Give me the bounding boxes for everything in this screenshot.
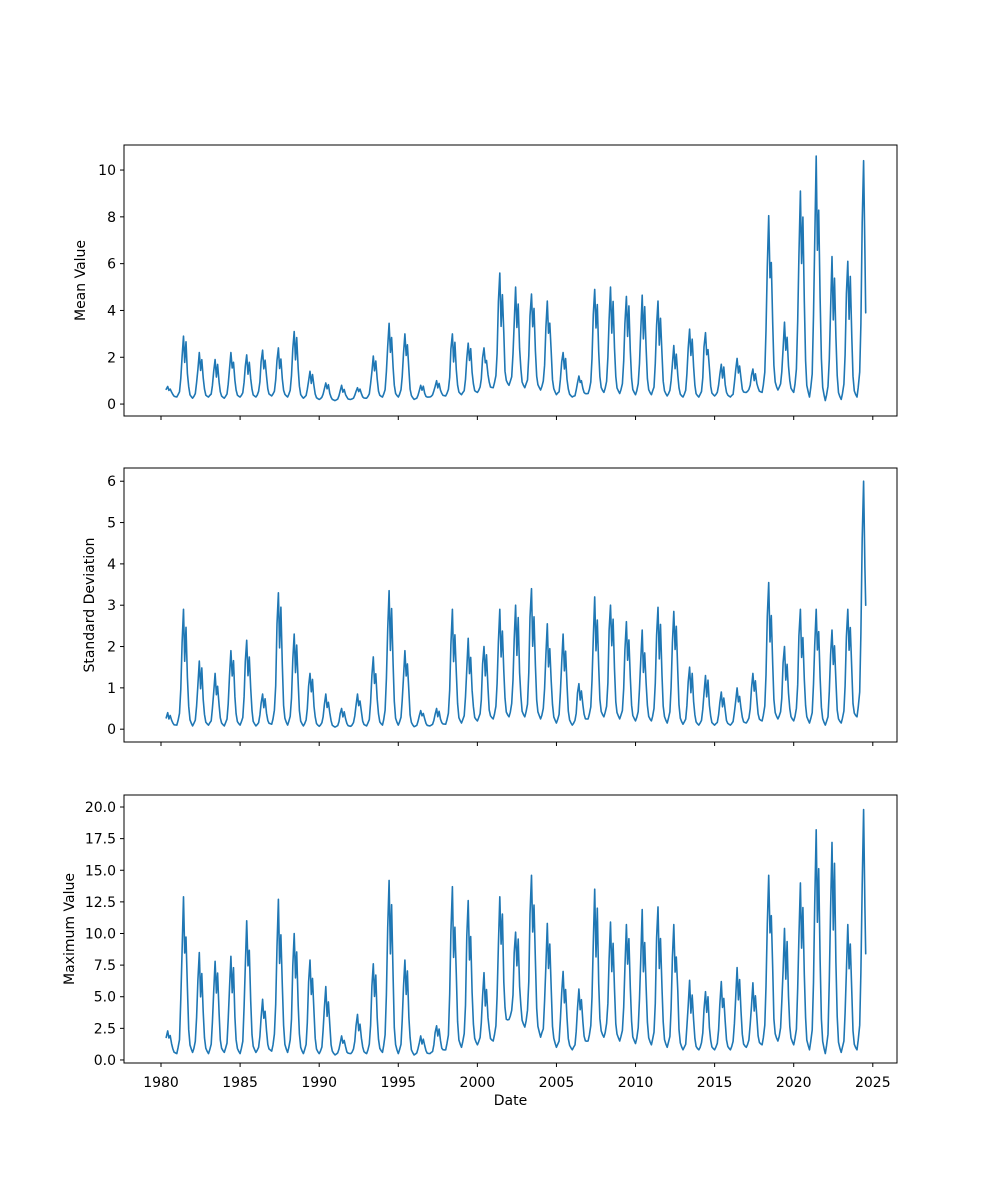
y-tick-label: 5 — [107, 515, 116, 532]
y-tick-label: 5.0 — [93, 989, 116, 1006]
y-axis-label-max: Maximum Value — [62, 873, 78, 985]
y-tick-label: 0 — [107, 722, 116, 739]
y-tick-label: 20.0 — [84, 800, 116, 817]
x-tick-label: 2010 — [617, 1075, 654, 1091]
x-tick-label: 2005 — [538, 1075, 575, 1091]
chart-mean-value — [98, 145, 897, 420]
x-tick-label: 2000 — [459, 1075, 496, 1091]
y-axis-label-mean: Mean Value — [73, 239, 89, 322]
chart-maximum-value — [85, 795, 897, 1091]
y-tick-label: 0 — [107, 397, 116, 414]
y-tick-label: 2 — [107, 639, 116, 656]
y-tick-label: 3 — [107, 598, 116, 615]
chart-standard-deviation — [107, 468, 897, 746]
x-tick-label: 2020 — [775, 1075, 812, 1091]
x-tick-label: 1980 — [143, 1075, 179, 1091]
series-line — [166, 156, 866, 401]
y-tick-label: 10.0 — [84, 926, 116, 943]
y-tick-label: 15.0 — [84, 863, 116, 880]
y-tick-label: 12.5 — [84, 894, 116, 911]
y-tick-label: 7.5 — [93, 958, 116, 975]
y-tick-label: 1 — [107, 680, 116, 697]
y-tick-label: 0.0 — [93, 1052, 116, 1069]
x-tick-label: 1985 — [222, 1075, 258, 1091]
y-tick-label: 8 — [107, 209, 116, 226]
y-tick-label: 2 — [107, 350, 116, 367]
y-tick-label: 6 — [107, 256, 116, 273]
x-tick-label: 2025 — [854, 1075, 891, 1091]
x-axis-label-date: Date — [493, 1093, 528, 1109]
y-tick-label: 6 — [107, 474, 116, 491]
series-line — [166, 481, 866, 727]
y-tick-label: 2.5 — [93, 1021, 116, 1038]
y-tick-label: 10 — [98, 163, 116, 180]
y-tick-label: 4 — [107, 303, 116, 320]
x-tick-label: 1995 — [380, 1075, 417, 1091]
y-axis-label-std: Standard Deviation — [82, 537, 98, 673]
x-tick-label: 1990 — [301, 1075, 338, 1091]
series-line — [166, 810, 866, 1055]
y-tick-label: 17.5 — [84, 831, 116, 848]
x-tick-label: 2015 — [696, 1075, 733, 1091]
y-tick-label: 4 — [107, 556, 116, 573]
